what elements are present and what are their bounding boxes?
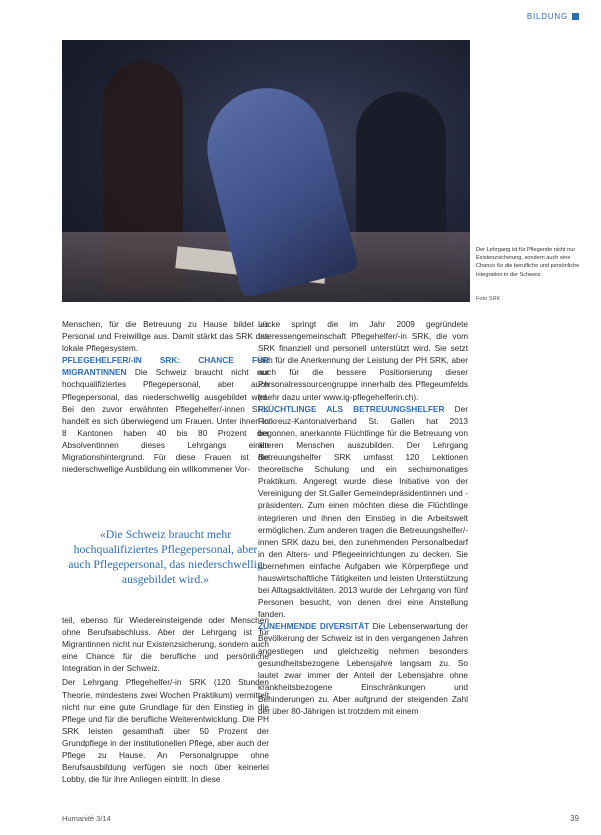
paragraph-lehrgang: Der Lehrgang Pflegehelfer/-in SRK (120 Stunden Theorie, mindestens zwei Wochen Praktikum) vermittelt nicht nur eine gute Grundlage für den Einstieg in die Pflege und für die berufliche Weiterentwicklung. Die PH SRK leisten gesamthaft über 50 Prozent der Grundpflege in der institutionellen Pflege, aber auch der Pflege zu Hause. An Personalgruppe ohne Berufsausbildung verfügen sie noch über keinerlei Lobby, die für ihre Anliegen eintritt. In diese	[62, 677, 269, 785]
left-column-top	[62, 318, 269, 475]
section-label	[527, 12, 579, 21]
text-migrantinnen: Die Schweiz braucht nicht nur hochqualifiziertes Pflegepersonal, aber auch Pflegepersonal, das niederschwellig ausgebildet wird. Bei den zuvor erwähnten Pflegehelfer/-innen SRK handelt es sich überwiegend um Frauen. Unter ihnen in 8 Kantonen haben 40 bis 80 Prozent der Absolventinnen dieses Lehrgangs einen Migrationshintergrund. Für diese Frauen ist die niederschwellige Ausbildung ein willkommener Vor-	[62, 367, 269, 475]
paragraph-ig: Lücke springt die im Jahr 2009 gegründete Interessengemeinschaft Pflegehelfer/-in SRK, die vom SRK finanziell und personell unterstützt wird. Sie setzt sich für die Anerkennung der Leistung der PH SRK, aber auch für die bessere Positionierung dieser Personalressourcengruppe innerhalb des Pflegeumfelds (mehr dazu unter www.ig-pflegehelferin.ch).	[258, 319, 468, 402]
photo-caption: Der Lehrgang ist für Pflegende nicht nur Existenzsicherung, sondern auch eine Chance für die berufliche und persönliche Integration in der Schweiz.	[476, 247, 580, 278]
subheading-migrantinnen: PFLEGEHELFER/-IN SRK: CHANCE FÜR MIGRANTINNEN	[62, 355, 269, 378]
photo-credit: Foto SRK	[476, 296, 501, 302]
section-label-text: BILDUNG	[526, 12, 568, 21]
text-diversitaet: Die Lebenserwartung der Bevölkerung der Schweiz ist in den vergangenen Jahren angestiegen und gleichzeitig nehmen besonders gesundheitsbezogene Lebensjahre langsam zu. So lautet zwar immer der Anteil der Lebensjahre ohne krankheitsbezogene Einschränkungen und Behinderungen zu. Aber aufgrund der steigenden Zahl der über 80-Jährigen ist trotzdem mit einem	[258, 621, 469, 716]
text-fluechtlinge: Der Rotkreuz-Kantonalverband St. Gallen hat 2013 begonnen, anerkannte Flüchtlinge für die Betreuung von älteren Menschen auszubilden. Der Lehrgang Betreuungshelfer SRK umfasst 120 Lektionen theoretische Schulung und ein sechsmonatiges Praktikum. Angeregt wurde diese Initiative von der Vereinigung der St.Galler Gemeindepräsidentinnen und -präsidenten. Zum einen möchten diese die Flüchtlinge integrieren und ihnen den Einstieg in die Arbeitswelt ermöglichen. Zum anderen tragen die Betreuungshelfer/-innen SRK dazu bei, den zunehmenden Personalbedarf in den Alters- und Pflegeeinrichtungen zu decken. Sie übernehmen einfache Aufgaben wie Körperpflege und hauswirtschaftliche Tätigkeiten und leisten Unterstützung bei Alltagsaktivitäten. 2013 wurde der Lehrgang von fünf Personen besucht, von denen drei eine Anstellung fanden.	[258, 403, 468, 620]
article-photo	[62, 40, 470, 302]
left-column-bottom	[62, 614, 269, 785]
footer-publication: Humanité 3/14	[62, 814, 111, 823]
right-column	[258, 318, 468, 717]
section-square-icon	[572, 13, 579, 20]
paragraph-migrantinnen	[62, 354, 269, 475]
pull-quote: «Die Schweiz braucht mehr hochqualifiziertes Pflegepersonal, aber auch Pflegepersonal, das niederschwellig ausgebildet wird.»	[68, 527, 263, 586]
paragraph-fluechtlinge	[258, 403, 468, 621]
page-number: 39	[570, 814, 579, 823]
paragraph-diversitaet	[258, 620, 468, 717]
subheading-fluechtlinge: FLÜCHTLINGE ALS BETREUUNGSHELFER	[258, 403, 445, 414]
subheading-diversitaet: ZUNEHMENDE DIVERSITÄT	[258, 621, 370, 632]
intro-paragraph: Menschen, für die Betreuung zu Hause bildet es Personal und Freiwillige aus. Damit stärkt das SRK das lokale Pflegesystem.	[62, 319, 269, 354]
paragraph-continuation: teil, ebenso für Wiedereinsteigende oder Menschen ohne Berufsabschluss. Aber der Lehrgang ist für Migrantinnen nicht nur Existenzsicherung, sondern auch eine Chance für die berufliche und persönliche Integration in der Schweiz.	[62, 615, 269, 674]
